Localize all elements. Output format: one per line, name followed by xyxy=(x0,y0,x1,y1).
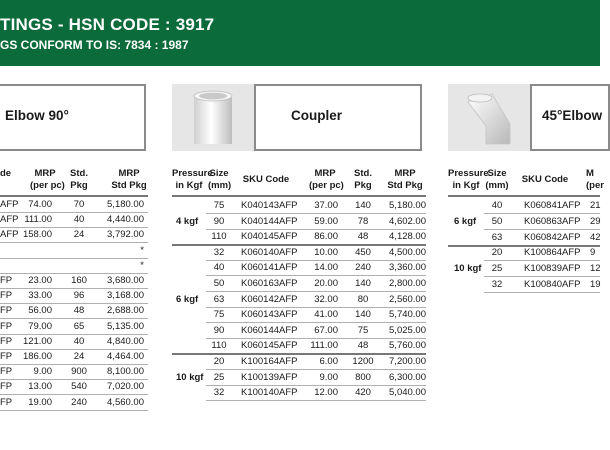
left-cell-code: FP xyxy=(0,351,13,362)
right-header-pressure: Pressure in Kgf xyxy=(448,168,489,191)
left-cell-code: AFP xyxy=(0,214,19,226)
left-cell-mrp-std: 4,464.00 xyxy=(107,351,144,362)
mid-cell-pkg: 1200 xyxy=(352,356,374,367)
left-cell-code: AFP xyxy=(0,229,19,241)
right-cell-sku: K060841AFP xyxy=(524,200,581,211)
left-cell-pkg: 65 xyxy=(73,320,85,332)
mid-header-pkg: Std. Pkg xyxy=(354,168,372,191)
left-cell-code: FP xyxy=(0,366,13,378)
left-cell-mrp-std: 4,560.00 xyxy=(107,396,144,408)
row-divider xyxy=(0,334,148,335)
mid-cell-mrp-std: 2,560.00 xyxy=(389,293,426,305)
right-cell-size: 40 xyxy=(491,200,503,211)
right-header-mrp: M (per xyxy=(586,168,604,191)
row-divider xyxy=(0,318,148,319)
mid-cell-size: 20 xyxy=(213,356,225,367)
mid-cell-pkg: 75 xyxy=(357,324,369,336)
mid-cell-pkg: 140 xyxy=(355,278,371,289)
left-cell-code: FP xyxy=(0,305,13,317)
elbow45-image xyxy=(448,84,530,151)
row-divider xyxy=(206,338,426,339)
right-cell-mrp: 21 xyxy=(590,200,601,211)
left-cell-pkg: 96 xyxy=(73,290,85,302)
mid-cell-sku: K060144AFP xyxy=(241,324,298,336)
left-cell-pkg: 900 xyxy=(71,366,87,378)
mid-cell-mrp: 20.00 xyxy=(314,278,338,289)
mid-cell-sku: K100140AFP xyxy=(241,387,298,399)
mid-cell-pkg: 80 xyxy=(357,293,369,305)
mid-header-pressure: Pressure in Kgf xyxy=(172,168,213,191)
left-cell-mrp: 79.00 xyxy=(28,320,52,332)
row-divider xyxy=(206,275,426,276)
mid-cell-pkg: 48 xyxy=(357,340,369,352)
right-cell-sku: K060863AFP xyxy=(524,215,581,227)
mid-cell-mrp-std: 4,500.00 xyxy=(389,246,426,258)
mid-cell-pkg: 48 xyxy=(357,231,369,243)
left-cell-pkg: 160 xyxy=(71,275,87,286)
left-header-code: de xyxy=(0,168,12,179)
mid-cell-size: 40 xyxy=(213,262,225,274)
mid-cell-size: 90 xyxy=(213,215,225,227)
row-divider xyxy=(0,227,148,228)
mid-cell-mrp-std: 2,800.00 xyxy=(389,278,426,289)
mid-cell-mrp-std: 5,180.00 xyxy=(389,200,426,211)
mid-cell-mrp: 41.00 xyxy=(314,309,338,321)
mid-cell-pkg: 78 xyxy=(357,215,369,227)
right-cell-size: 20 xyxy=(491,247,503,259)
left-cell-mrp-std: 3,680.00 xyxy=(107,275,144,286)
right-cell-sku: K100864AFP xyxy=(524,247,581,259)
right-cell-mrp: 29 xyxy=(590,215,601,227)
left-cell-mrp-std: 4,840.00 xyxy=(107,335,144,347)
right-cell-size: 63 xyxy=(491,231,503,243)
left-cell-mrp: 186.00 xyxy=(22,351,52,362)
header-banner xyxy=(0,0,600,66)
row-divider xyxy=(484,292,600,293)
row-divider xyxy=(0,364,148,365)
left-cell-mrp: 13.00 xyxy=(28,381,52,393)
left-cell-mrp: 158.00 xyxy=(22,229,52,241)
page-title: TINGS - HSN CODE : 3917 xyxy=(0,15,215,34)
header-divider xyxy=(448,195,600,197)
left-cell-code: FP xyxy=(0,320,13,332)
mid-cell-size: 63 xyxy=(213,293,225,305)
mid-pressure-group: 4 kgf xyxy=(176,215,199,227)
mid-header-mrp-std: MRP Std Pkg xyxy=(387,168,423,191)
mid-cell-mrp: 12.00 xyxy=(314,387,338,399)
row-divider xyxy=(0,258,148,259)
left-cell-pkg: 40 xyxy=(73,335,85,347)
left-cell-code: AFP xyxy=(0,199,19,210)
mid-cell-mrp-std: 4,602.00 xyxy=(389,215,426,227)
right-cell-size: 25 xyxy=(491,263,503,275)
mid-cell-mrp: 6.00 xyxy=(319,356,338,367)
mid-cell-mrp-std: 4,128.00 xyxy=(389,231,426,243)
mid-cell-sku: K060145AFP xyxy=(241,340,298,352)
left-cell-mrp-std: 7,020.00 xyxy=(107,381,144,393)
row-divider xyxy=(0,273,148,274)
mid-cell-mrp-std: 5,040.00 xyxy=(389,387,426,399)
mid-cell-sku: K060163AFP xyxy=(241,278,298,289)
mid-cell-mrp: 10.00 xyxy=(314,246,338,258)
mid-cell-mrp: 86.00 xyxy=(314,231,338,243)
right-cell-sku: K100839AFP xyxy=(524,263,581,275)
row-divider xyxy=(206,385,426,386)
left-cell-pkg: 24 xyxy=(73,229,85,241)
row-divider xyxy=(484,260,600,261)
header-divider xyxy=(0,195,148,197)
mid-cell-size: 110 xyxy=(211,340,227,352)
mid-cell-mrp: 67.00 xyxy=(314,324,338,336)
right-cell-mrp: 19 xyxy=(590,279,601,290)
mid-cell-mrp-std: 5,025.00 xyxy=(389,324,426,336)
right-cell-sku: K060842AFP xyxy=(524,231,581,243)
left-cell-pkg: 540 xyxy=(71,381,87,393)
left-cell-mrp: 56.00 xyxy=(28,305,52,317)
mid-cell-sku: K040144AFP xyxy=(241,215,298,227)
mid-pressure-group: 6 kgf xyxy=(176,293,199,305)
mid-cell-sku: K060143AFP xyxy=(241,309,298,321)
right-cell-size: 50 xyxy=(491,215,503,227)
left-cell-mrp-std: 2,688.00 xyxy=(107,305,144,317)
coupler-title: Coupler xyxy=(291,108,343,123)
mid-pressure-group: 10 kgf xyxy=(176,371,204,383)
row-divider xyxy=(0,288,148,289)
row-divider xyxy=(206,400,426,401)
left-cell-mrp-std: 8,100.00 xyxy=(107,366,144,378)
mid-cell-size: 90 xyxy=(213,324,225,336)
mid-cell-sku: K040145AFP xyxy=(241,231,298,243)
right-cell-size: 32 xyxy=(491,279,503,290)
row-divider xyxy=(484,229,600,230)
left-header-mrp: MRP (per pc) xyxy=(30,168,65,191)
left-cell-code: FP xyxy=(0,290,13,302)
right-cell-mrp: 12 xyxy=(590,263,601,275)
mid-cell-pkg: 140 xyxy=(355,309,371,321)
row-divider xyxy=(0,410,148,411)
right-pressure-group: 10 kgf xyxy=(454,263,482,275)
row-divider xyxy=(206,322,426,323)
left-cell-mrp: 19.00 xyxy=(28,396,52,408)
coupler-image xyxy=(172,84,254,151)
mid-cell-sku: K060140AFP xyxy=(241,246,298,258)
left-cell-code: FP xyxy=(0,381,13,393)
row-divider xyxy=(206,369,426,370)
left-cell-pkg: 24 xyxy=(73,351,85,362)
mid-cell-mrp: 37.00 xyxy=(314,200,338,211)
page-subtitle: GS CONFORM TO IS: 7834 : 1987 xyxy=(0,38,189,52)
mid-cell-mrp-std: 5,740.00 xyxy=(389,309,426,321)
left-cell-mrp-std: 5,180.00 xyxy=(107,199,144,210)
left-cell-code: FP xyxy=(0,335,13,347)
row-divider xyxy=(448,245,600,247)
left-cell-pkg: 240 xyxy=(71,396,87,408)
left-cell-code: FP xyxy=(0,396,13,408)
left-header-pkg: Std. Pkg xyxy=(70,168,88,191)
mid-cell-mrp-std: 7,200.00 xyxy=(389,356,426,367)
mid-cell-size: 75 xyxy=(213,309,225,321)
left-cell-mrp: 23.00 xyxy=(28,275,52,286)
left-cell-mrp-std: 3,792.00 xyxy=(107,229,144,241)
left-cell-mrp-std: * xyxy=(140,244,144,256)
elbow45-title: 45°Elbow xyxy=(542,108,603,123)
left-cell-mrp: 121.00 xyxy=(22,335,52,347)
left-cell-mrp-std: 3,168.00 xyxy=(107,290,144,302)
mid-cell-pkg: 420 xyxy=(355,387,371,399)
mid-cell-mrp: 59.00 xyxy=(314,215,338,227)
left-cell-pkg: 48 xyxy=(73,305,85,317)
left-cell-mrp: 111.00 xyxy=(24,214,52,226)
mid-cell-pkg: 450 xyxy=(355,246,371,258)
mid-cell-size: 32 xyxy=(213,246,225,258)
row-divider xyxy=(0,212,148,213)
mid-cell-pkg: 800 xyxy=(355,371,371,383)
right-cell-mrp: 42 xyxy=(590,231,601,243)
row-divider xyxy=(0,349,148,350)
mid-cell-sku: K100164AFP xyxy=(241,356,298,367)
mid-cell-sku: K060141AFP xyxy=(241,262,298,274)
mid-cell-sku: K060142AFP xyxy=(241,293,298,305)
left-cell-mrp: 9.00 xyxy=(33,366,52,378)
left-cell-mrp-std: 4,440.00 xyxy=(107,214,144,226)
mid-header-sku: SKU Code xyxy=(242,174,290,185)
left-cell-pkg: 40 xyxy=(73,214,85,226)
mid-cell-size: 32 xyxy=(213,387,225,399)
mid-cell-size: 25 xyxy=(213,371,225,383)
mid-header-mrp: MRP (per pc) xyxy=(309,168,344,191)
row-divider xyxy=(206,260,426,261)
right-cell-sku: K100840AFP xyxy=(524,279,581,290)
mid-cell-pkg: 140 xyxy=(355,200,371,211)
right-header-size: Size (mm) xyxy=(485,168,509,191)
row-divider xyxy=(206,213,426,214)
row-divider xyxy=(484,213,600,214)
left-cell-mrp-std: 5,135.00 xyxy=(107,320,144,332)
left-cell-pkg: 70 xyxy=(73,199,85,210)
mid-cell-size: 75 xyxy=(213,200,225,211)
mid-cell-mrp-std: 3,360.00 xyxy=(389,262,426,274)
row-divider xyxy=(206,307,426,308)
mid-cell-mrp-std: 6,300.00 xyxy=(389,371,426,383)
mid-cell-mrp: 14.00 xyxy=(314,262,338,274)
right-pressure-group: 6 kgf xyxy=(454,215,477,227)
row-divider xyxy=(0,379,148,380)
mid-cell-mrp: 9.00 xyxy=(319,371,338,383)
right-cell-mrp: 9 xyxy=(590,247,596,259)
left-cell-code: FP xyxy=(0,275,13,286)
mid-cell-sku: K040143AFP xyxy=(241,200,298,211)
mid-cell-sku: K100139AFP xyxy=(241,371,298,383)
mid-cell-mrp-std: 5,760.00 xyxy=(389,340,426,352)
row-divider xyxy=(0,394,148,395)
mid-cell-mrp: 32.00 xyxy=(314,293,338,305)
left-cell-mrp-std: * xyxy=(140,259,144,271)
mid-cell-size: 50 xyxy=(213,278,225,289)
left-header-mrp-std: MRP Std Pkg xyxy=(111,168,147,191)
row-divider xyxy=(0,303,148,304)
left-cell-mrp: 74.00 xyxy=(28,199,52,210)
row-divider xyxy=(206,291,426,292)
elbow90-title: Elbow 90° xyxy=(5,108,69,123)
row-divider xyxy=(0,242,148,243)
left-cell-mrp: 33.00 xyxy=(28,290,52,302)
row-divider xyxy=(206,229,426,230)
mid-header-size: Size (mm) xyxy=(208,168,232,191)
mid-cell-pkg: 240 xyxy=(355,262,371,274)
mid-cell-size: 110 xyxy=(211,231,227,243)
row-divider xyxy=(484,276,600,277)
right-header-sku: SKU Code xyxy=(521,174,569,185)
mid-cell-mrp: 111.00 xyxy=(310,340,338,352)
header-divider xyxy=(172,195,426,197)
